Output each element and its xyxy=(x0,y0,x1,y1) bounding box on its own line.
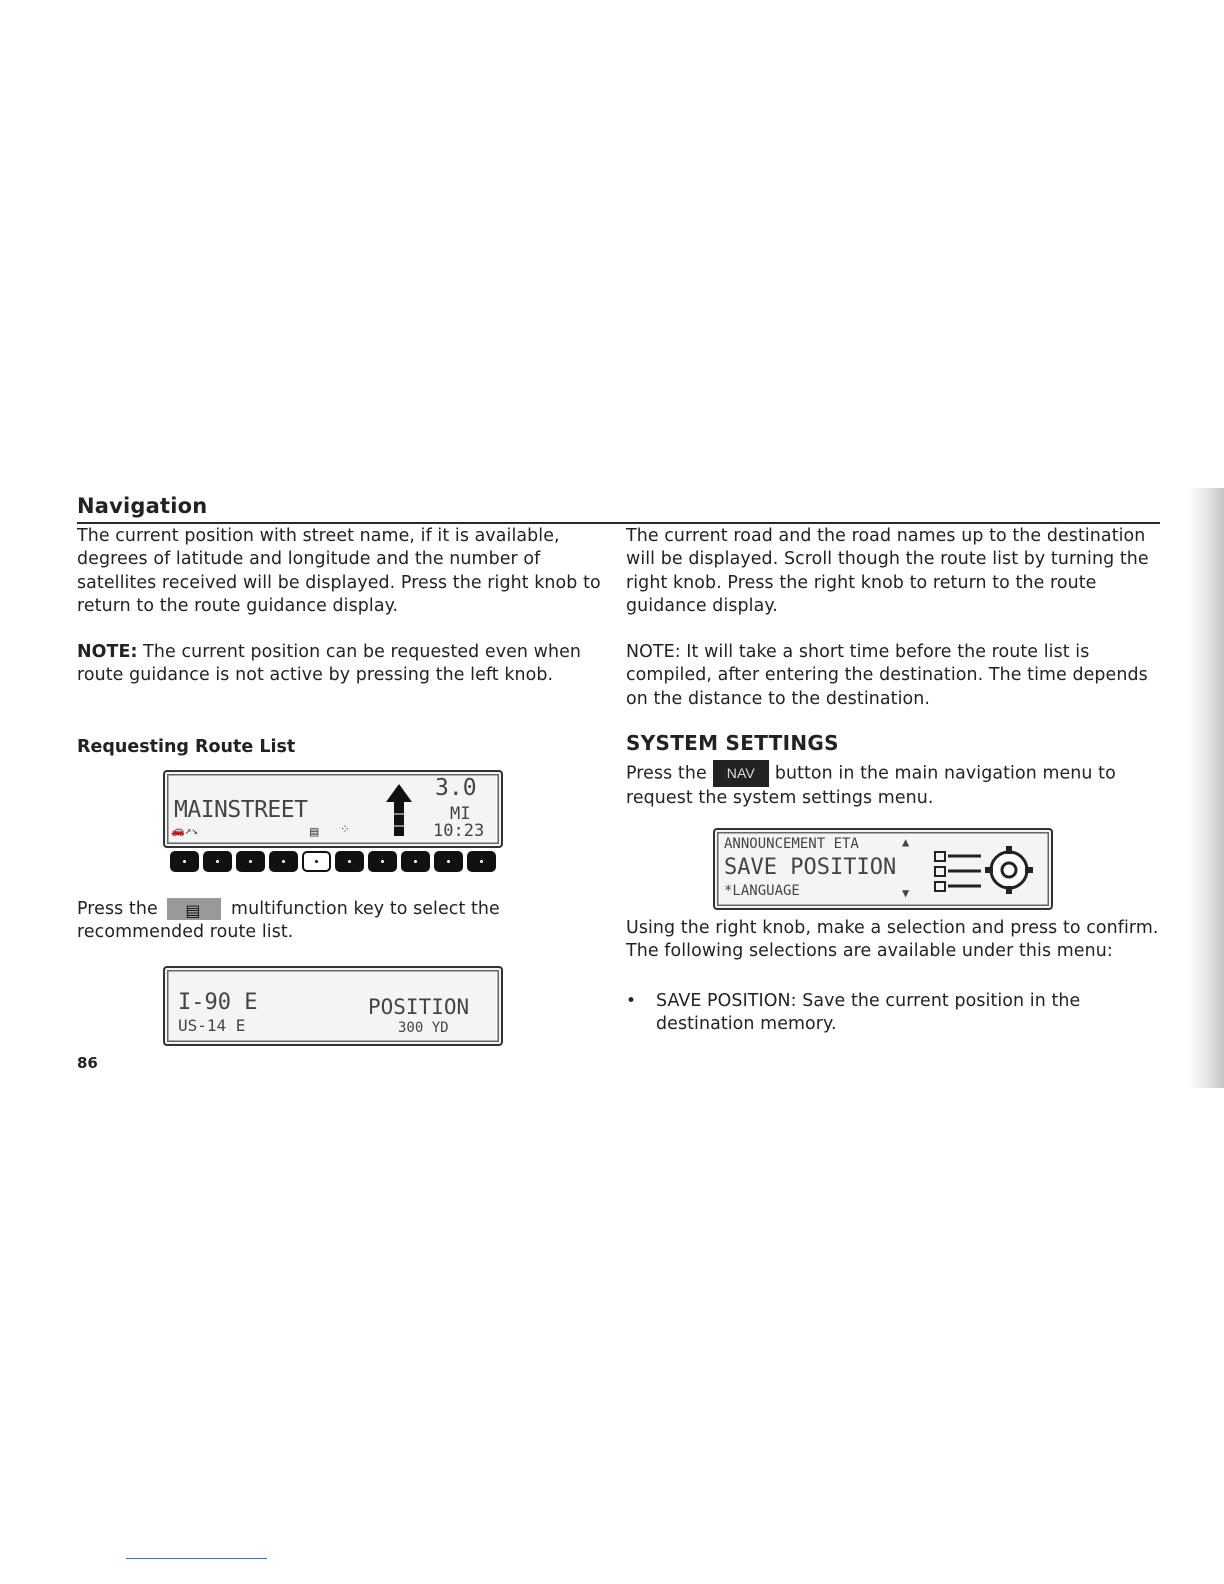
scroll-up-icon: ▲ xyxy=(902,835,910,849)
multifunction-key-3[interactable] xyxy=(236,851,265,872)
press-prefix-right: Press the xyxy=(626,763,707,784)
bullet-text: SAVE POSITION: Save the current position in the destination memory. xyxy=(656,991,1081,1035)
multifunction-key-4[interactable] xyxy=(269,851,298,872)
direction-arrow-icon xyxy=(385,782,413,838)
lcd-street-name: MAINSTREET xyxy=(174,797,308,823)
lcd-position: POSITION xyxy=(368,995,470,1019)
press-suffix: multifunction key to select the recommended route list. xyxy=(77,899,500,943)
left-paragraph-1: The current position with street name, if it is available, degrees of latitude and longitude and the number of satellites received will be displayed. Press the right knob to return to the route guidance display. xyxy=(77,526,601,617)
right-paragraph-2: Using the right knob, make a selection and press to confirm. The following selections are available under this menu: xyxy=(626,918,1159,962)
note-text: The current position can be requested even when route guidance is not active by pressing the left knob. xyxy=(77,642,582,686)
right-paragraph-1: The current road and the road names up to the destination will be displayed. Scroll though the route list by turning the right knob. Press the right knob to return to the route guidance display. xyxy=(626,526,1149,617)
requesting-route-list-heading: Requesting Route List xyxy=(77,737,296,757)
left-press-instruction xyxy=(77,898,547,945)
lcd-unit: MI xyxy=(450,804,471,824)
left-note xyxy=(77,641,607,688)
lcd-time: 10:23 xyxy=(433,821,485,841)
lcd-menu-line-2: SAVE POSITION xyxy=(724,855,897,880)
lcd-road: I-90 E xyxy=(178,990,258,1015)
multifunction-key-9[interactable] xyxy=(434,851,463,872)
lcd-distance-yd: 300 YD xyxy=(398,1020,449,1036)
multifunction-key-8[interactable] xyxy=(401,851,430,872)
page-edge-shadow xyxy=(1188,488,1224,1088)
right-press-instruction xyxy=(626,760,1161,811)
multifunction-key-7[interactable] xyxy=(368,851,397,872)
section-title: Navigation xyxy=(77,494,208,518)
page-number: 86 xyxy=(77,1054,98,1072)
lcd-road-2: US-14 E xyxy=(178,1016,246,1035)
press-suffix-right: button in the main navigation menu to request the system settings menu. xyxy=(626,763,1116,809)
press-prefix: Press the xyxy=(77,899,158,919)
bullet-item xyxy=(626,990,1161,1037)
list-key-icon: ▤ xyxy=(167,898,221,920)
multifunction-key-5[interactable] xyxy=(302,851,331,872)
list-icon: ▤ xyxy=(310,824,319,840)
multifunction-key-10[interactable] xyxy=(467,851,496,872)
settings-checklist-gear-icon xyxy=(933,844,1037,896)
lcd-system-settings xyxy=(713,828,1053,910)
lcd-menu-line-1: ANNOUNCEMENT ETA xyxy=(724,836,859,852)
lcd-route-guidance xyxy=(163,770,503,848)
nav-button[interactable]: NAV xyxy=(713,760,769,787)
right-note: NOTE: It will take a short time before the route list is compiled, after entering the destination. The time depends on the distance to the destination. xyxy=(626,642,1148,709)
bottom-divider xyxy=(126,1558,267,1559)
lcd-menu-line-3: *LANGUAGE xyxy=(724,883,800,899)
multifunction-key-6[interactable] xyxy=(335,851,364,872)
multifunction-key-2[interactable] xyxy=(203,851,232,872)
car-route-icon: 🚗↗↘ xyxy=(171,824,198,837)
scroll-down-icon: ▼ xyxy=(902,886,910,900)
satellite-icon: ⁘ xyxy=(340,822,351,836)
lcd-route-list xyxy=(163,966,503,1046)
bullet-marker: • xyxy=(626,991,637,1011)
multifunction-keys xyxy=(170,851,496,872)
lcd-distance: 3.0 xyxy=(435,775,477,801)
note-label: NOTE: xyxy=(77,642,138,662)
system-settings-heading: SYSTEM SETTINGS xyxy=(626,731,839,755)
header-rule xyxy=(77,522,1160,524)
multifunction-key-1[interactable] xyxy=(170,851,199,872)
